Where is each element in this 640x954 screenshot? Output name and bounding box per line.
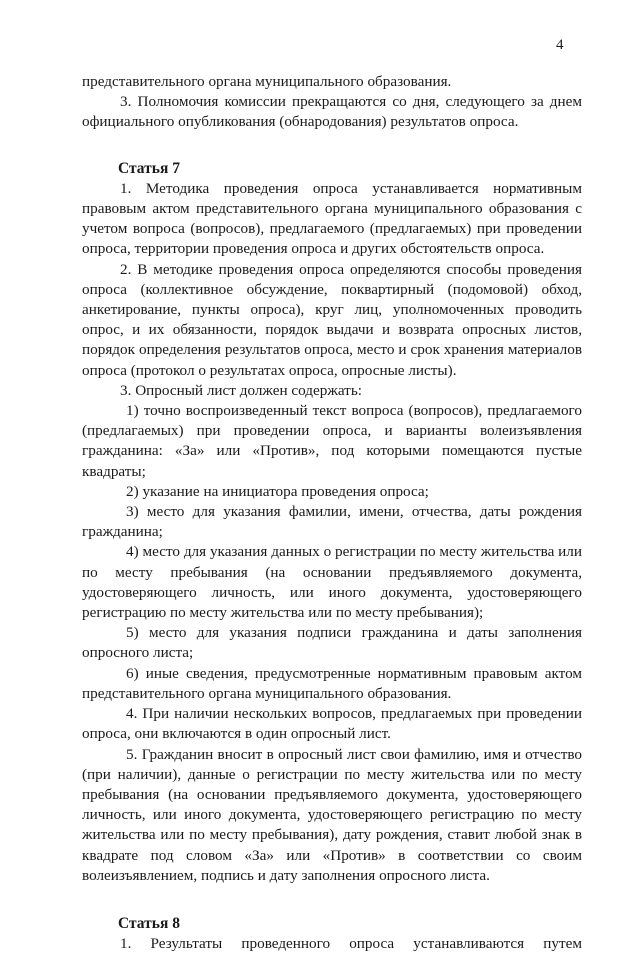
list-item: 4) место для указания данных о регистрации по месту жительства или по месту пребывания (на основании предъявляемого документа, удостоверяющего личность, или иного документа, удостоверяющего регистрацию по месту жительства или по месту пребывания); — [82, 543, 582, 622]
paragraph: 2. В методике проведения опроса определяются способы проведения опроса (коллективное обсуждение, поквартирный (подомовой) обход, анкетирование, пункты опроса), круг лиц, уполномоченных проводить опрос, и их обязанности, порядок выдачи и возврата опросных листов, порядок определения результатов опроса, место и срок хранения материалов опроса (протокол о результатах опроса, опросные листы). — [82, 260, 582, 379]
article-7-heading: Статья 7 — [118, 159, 180, 177]
list-item: 5) место для указания подписи гражданина и даты заполнения опросного листа; — [82, 624, 582, 662]
paragraph: 4. При наличии нескольких вопросов, предлагаемых при проведении опроса, они включаются в один опросный лист. — [82, 705, 582, 743]
paragraph: 1. Методика проведения опроса устанавливается нормативным правовым актом представительного органа муниципального образования с учетом вопроса (вопросов), предлагаемого (предлагаемых) при проведении опроса, территории проведения опроса и других обстоятельств опроса. — [82, 179, 582, 258]
document-body — [82, 72, 582, 954]
paragraph: 3. Опросный лист должен содержать: — [120, 381, 362, 399]
list-item: 1) точно воспроизведенный текст вопроса (вопросов), предлагаемого (предлагаемых) при проведении опроса, и варианты волеизъявления гражданина: «За» или «Против», под которыми помещаются пустые квадраты; — [82, 402, 582, 480]
paragraph: 5. Гражданин вносит в опросный лист свои фамилию, имя и отчество (при наличии), данные о регистрации по месту жительства или по месту пребывания (на основании предъявляемого документа, удостоверяющего личность, или иного документа, удостоверяющего регистрацию по месту жительства или по месту пребывания), дату рождения, ставит любой знак в квадрате под словом «За» или «Против» в соответствии со своим волеизъявлением, подпись и дату заполнения опросного листа. — [82, 745, 582, 884]
paragraph: 3. Полномочия комиссии прекращаются со дня, следующего за днем официального опубликования (обнародования) результатов опроса. — [82, 93, 582, 131]
continuation-paragraph: представительного органа муниципального образования. — [82, 73, 452, 90]
article-8-heading: Статья 8 — [118, 914, 180, 932]
page-number: 4 — [556, 37, 564, 53]
list-item: 2) указание на инициатора проведения опроса; — [126, 482, 429, 500]
paragraph: 1. Результаты проведенного опроса устанавливаются путем — [120, 935, 582, 953]
list-item: 3) место для указания фамилии, имени, отчества, даты рождения гражданина; — [82, 503, 582, 541]
list-item: 6) иные сведения, предусмотренные нормативным правовым актом представительного органа муниципального образования. — [82, 664, 582, 702]
